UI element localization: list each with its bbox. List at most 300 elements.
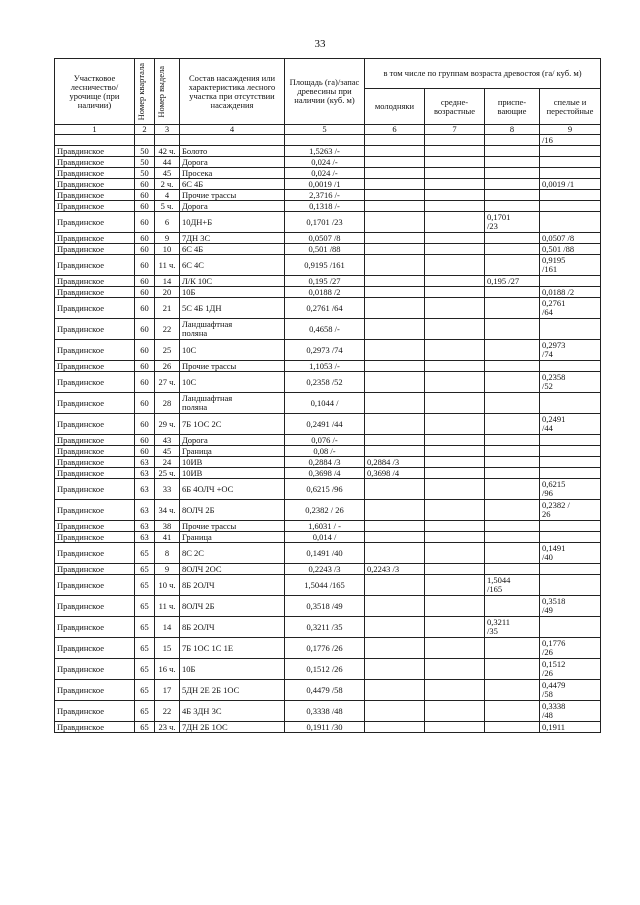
quarter-cell: 60 <box>135 361 155 372</box>
young-cell <box>365 179 425 190</box>
young-cell <box>365 596 425 617</box>
table-row <box>55 659 601 680</box>
composition-cell: 8С 2С <box>180 543 285 564</box>
forestry-cell: Правдинское <box>55 157 135 168</box>
young-cell <box>365 319 425 340</box>
plot-cell: 45 <box>155 446 180 457</box>
quarter-cell: 60 <box>135 414 155 435</box>
quarter-cell: 60 <box>135 319 155 340</box>
forestry-cell: Правдинское <box>55 680 135 701</box>
middle-cell <box>425 168 485 179</box>
area-cell: 1,5044 /165 <box>285 575 365 596</box>
middle-cell <box>425 319 485 340</box>
quarter-cell: 60 <box>135 435 155 446</box>
quarter-cell: 60 <box>135 393 155 414</box>
composition-cell: Дорога <box>180 435 285 446</box>
young-cell <box>365 435 425 446</box>
quarter-cell: 60 <box>135 287 155 298</box>
forestry-cell: Правдинское <box>55 244 135 255</box>
table-row <box>55 287 601 298</box>
forest-table <box>54 58 601 733</box>
column-number: 3 <box>155 125 180 135</box>
young-cell <box>365 543 425 564</box>
young-cell: 0,2243 /3 <box>365 564 425 575</box>
mature-cell: 0,6215 /96 <box>540 479 601 500</box>
table-row <box>55 179 601 190</box>
area-cell: 0,4479 /58 <box>285 680 365 701</box>
forestry-cell: Правдинское <box>55 255 135 276</box>
quarter-cell: 60 <box>135 233 155 244</box>
forestry-cell: Правдинское <box>55 276 135 287</box>
mature-cell: 0,0507 /8 <box>540 233 601 244</box>
forestry-cell: Правдинское <box>55 638 135 659</box>
young-cell <box>365 393 425 414</box>
area-cell: 2,3716 /- <box>285 190 365 201</box>
composition-cell: 10С <box>180 372 285 393</box>
table-row <box>55 532 601 543</box>
forestry-cell: Правдинское <box>55 521 135 532</box>
plot-cell: 9 <box>155 233 180 244</box>
young-cell <box>365 361 425 372</box>
middle-cell <box>425 457 485 468</box>
plot-cell: 33 <box>155 479 180 500</box>
ripening-cell <box>485 372 540 393</box>
composition-cell: 6Б 4ОЛЧ +ОС <box>180 479 285 500</box>
composition-cell: Дорога <box>180 201 285 212</box>
table-row <box>55 564 601 575</box>
forestry-cell: Правдинское <box>55 361 135 372</box>
quarter-cell: 63 <box>135 468 155 479</box>
quarter-cell: 60 <box>135 212 155 233</box>
mature-cell: 0,0188 /2 <box>540 287 601 298</box>
column-number: 1 <box>55 125 135 135</box>
middle-cell <box>425 435 485 446</box>
middle-cell <box>425 233 485 244</box>
area-cell: 0,0188 /2 <box>285 287 365 298</box>
composition-cell: Л/К 10С <box>180 276 285 287</box>
forestry-cell: Правдинское <box>55 233 135 244</box>
plot-cell: 11 ч. <box>155 255 180 276</box>
young-cell <box>365 479 425 500</box>
mature-cell: 0,2382 / 26 <box>540 500 601 521</box>
mature-cell <box>540 212 601 233</box>
area-cell: 0,3211 /35 <box>285 617 365 638</box>
ripening-cell <box>485 340 540 361</box>
header-young: молодняки <box>365 89 425 125</box>
middle-cell <box>425 287 485 298</box>
middle-cell <box>425 244 485 255</box>
young-cell <box>365 255 425 276</box>
mature-cell: 0,3518 /49 <box>540 596 601 617</box>
plot-cell: 17 <box>155 680 180 701</box>
area-cell: 0,024 /- <box>285 168 365 179</box>
forestry-cell: Правдинское <box>55 190 135 201</box>
area-cell: 0,4658 /- <box>285 319 365 340</box>
table-row <box>55 457 601 468</box>
area-cell: 0,9195 /161 <box>285 255 365 276</box>
area-cell: 0,3698 /4 <box>285 468 365 479</box>
young-cell <box>365 575 425 596</box>
quarter-cell: 60 <box>135 179 155 190</box>
plot-cell: 8 <box>155 543 180 564</box>
middle-cell <box>425 543 485 564</box>
carry-over-row <box>55 135 601 146</box>
quarter-cell: 60 <box>135 255 155 276</box>
composition-cell: 6С 4С <box>180 255 285 276</box>
middle-cell <box>425 479 485 500</box>
plot-cell: 4 <box>155 190 180 201</box>
middle-cell <box>425 298 485 319</box>
ripening-cell: 0,1701 /23 <box>485 212 540 233</box>
mature-cell: 0,0019 /1 <box>540 179 601 190</box>
table-row <box>55 201 601 212</box>
mature-cell <box>540 564 601 575</box>
young-cell <box>365 168 425 179</box>
composition-cell: 8Б 2ОЛЧ <box>180 617 285 638</box>
quarter-cell: 65 <box>135 617 155 638</box>
composition-cell: 5С 4Б 1ДН <box>180 298 285 319</box>
middle-cell <box>425 680 485 701</box>
ripening-cell: 0,3211 /35 <box>485 617 540 638</box>
plot-cell: 26 <box>155 361 180 372</box>
area-cell: 0,1776 /26 <box>285 638 365 659</box>
forestry-cell: Правдинское <box>55 596 135 617</box>
table-row <box>55 212 601 233</box>
mature-cell: 0,501 /88 <box>540 244 601 255</box>
young-cell <box>365 372 425 393</box>
table-row <box>55 722 601 733</box>
quarter-cell: 60 <box>135 372 155 393</box>
table-row <box>55 446 601 457</box>
composition-cell: 10Б <box>180 287 285 298</box>
young-cell <box>365 287 425 298</box>
composition-cell: 7ДН 3С <box>180 233 285 244</box>
mature-cell: 0,9195 /161 <box>540 255 601 276</box>
area-cell: 0,076 /- <box>285 435 365 446</box>
middle-cell <box>425 701 485 722</box>
quarter-cell: 60 <box>135 190 155 201</box>
column-number: 7 <box>425 125 485 135</box>
ripening-cell <box>485 393 540 414</box>
young-cell <box>365 638 425 659</box>
ripening-cell <box>485 168 540 179</box>
table-row <box>55 414 601 435</box>
area-cell: 0,1701 /23 <box>285 212 365 233</box>
middle-cell <box>425 157 485 168</box>
header-plot: Номер выдела <box>155 59 180 125</box>
mature-cell <box>540 575 601 596</box>
ripening-cell <box>485 287 540 298</box>
quarter-cell: 65 <box>135 564 155 575</box>
young-cell <box>365 722 425 733</box>
young-cell <box>365 446 425 457</box>
table-row <box>55 500 601 521</box>
composition-cell: Ландшафтная поляна <box>180 393 285 414</box>
young-cell <box>365 680 425 701</box>
middle-cell <box>425 361 485 372</box>
mature-cell <box>540 468 601 479</box>
middle-cell <box>425 340 485 361</box>
area-cell: 0,1512 /26 <box>285 659 365 680</box>
young-cell <box>365 617 425 638</box>
forestry-cell: Правдинское <box>55 722 135 733</box>
plot-cell: 44 <box>155 157 180 168</box>
mature-cell <box>540 617 601 638</box>
forestry-cell: Правдинское <box>55 201 135 212</box>
middle-cell <box>425 393 485 414</box>
area-cell: 0,014 / <box>285 532 365 543</box>
quarter-cell: 60 <box>135 298 155 319</box>
area-cell: 0,3518 /49 <box>285 596 365 617</box>
ripening-cell <box>485 543 540 564</box>
composition-cell: 8ОЛЧ 2ОС <box>180 564 285 575</box>
young-cell <box>365 233 425 244</box>
forestry-cell: Правдинское <box>55 340 135 361</box>
plot-cell: 10 ч. <box>155 575 180 596</box>
mature-cell <box>540 168 601 179</box>
forestry-cell: Правдинское <box>55 168 135 179</box>
composition-cell: Граница <box>180 532 285 543</box>
ripening-cell <box>485 414 540 435</box>
plot-cell: 43 <box>155 435 180 446</box>
quarter-cell: 50 <box>135 157 155 168</box>
column-numbers-row <box>55 125 601 135</box>
composition-cell: 7Б 1ОС 2С <box>180 414 285 435</box>
young-cell: 0,2884 /3 <box>365 457 425 468</box>
column-number: 2 <box>135 125 155 135</box>
ripening-cell <box>485 638 540 659</box>
plot-cell: 16 ч. <box>155 659 180 680</box>
ripening-cell <box>485 255 540 276</box>
plot-cell: 29 ч. <box>155 414 180 435</box>
mature-cell <box>540 319 601 340</box>
forestry-cell: Правдинское <box>55 532 135 543</box>
composition-cell: 10ИВ <box>180 468 285 479</box>
ripening-cell <box>485 201 540 212</box>
mature-cell <box>540 435 601 446</box>
composition-cell: 7ДН 2Б 1ОС <box>180 722 285 733</box>
page-number: 33 <box>314 38 326 50</box>
forestry-cell: Правдинское <box>55 446 135 457</box>
ripening-cell <box>485 435 540 446</box>
forestry-cell: Правдинское <box>55 287 135 298</box>
middle-cell <box>425 575 485 596</box>
header-area: Площадь (га)/запас древесины при наличии (куб. м) <box>285 59 365 125</box>
mature-cell: 0,1512 /26 <box>540 659 601 680</box>
table-row <box>55 168 601 179</box>
ripening-cell <box>485 190 540 201</box>
middle-cell <box>425 414 485 435</box>
composition-cell: Прочие трассы <box>180 521 285 532</box>
composition-cell: 8ОЛЧ 2Б <box>180 500 285 521</box>
young-cell <box>365 532 425 543</box>
ripening-cell <box>485 298 540 319</box>
young-cell <box>365 146 425 157</box>
mature-cell: 0,2491 /44 <box>540 414 601 435</box>
plot-cell: 15 <box>155 638 180 659</box>
mature-cell <box>540 393 601 414</box>
area-cell: 0,08 /- <box>285 446 365 457</box>
composition-cell: Болото <box>180 146 285 157</box>
plot-cell: 42 ч. <box>155 146 180 157</box>
middle-cell <box>425 255 485 276</box>
young-cell <box>365 298 425 319</box>
ripening-cell <box>485 479 540 500</box>
plot-cell: 20 <box>155 287 180 298</box>
table-row <box>55 617 601 638</box>
mature-cell <box>540 190 601 201</box>
area-cell: 1,5263 /- <box>285 146 365 157</box>
forestry-cell: Правдинское <box>55 500 135 521</box>
table-row <box>55 276 601 287</box>
ripening-cell <box>485 319 540 340</box>
plot-cell: 6 <box>155 212 180 233</box>
forestry-cell: Правдинское <box>55 298 135 319</box>
forestry-cell: Правдинское <box>55 701 135 722</box>
plot-cell: 10 <box>155 244 180 255</box>
quarter-cell: 63 <box>135 479 155 500</box>
quarter-cell: 65 <box>135 543 155 564</box>
composition-cell: 6С 4Б <box>180 179 285 190</box>
middle-cell <box>425 201 485 212</box>
middle-cell <box>425 596 485 617</box>
composition-cell: 4Б 3ДН 3С <box>180 701 285 722</box>
quarter-cell: 65 <box>135 659 155 680</box>
middle-cell <box>425 564 485 575</box>
area-cell: 0,501 /88 <box>285 244 365 255</box>
middle-cell <box>425 446 485 457</box>
quarter-cell: 63 <box>135 521 155 532</box>
table-row <box>55 680 601 701</box>
mature-cell: 0,3338 /48 <box>540 701 601 722</box>
header-forestry: Участковое лесничество/ урочище (при наличии) <box>55 59 135 125</box>
plot-cell: 34 ч. <box>155 500 180 521</box>
area-cell: 1,1053 /- <box>285 361 365 372</box>
plot-cell: 14 <box>155 617 180 638</box>
forestry-cell: Правдинское <box>55 564 135 575</box>
middle-cell <box>425 190 485 201</box>
forestry-cell: Правдинское <box>55 468 135 479</box>
header-middle: средне-возрастные <box>425 89 485 125</box>
young-cell <box>365 190 425 201</box>
plot-cell: 22 <box>155 319 180 340</box>
quarter-cell: 60 <box>135 201 155 212</box>
ripening-cell <box>485 532 540 543</box>
column-number: 5 <box>285 125 365 135</box>
middle-cell <box>425 659 485 680</box>
mature-cell <box>540 157 601 168</box>
table-row <box>55 596 601 617</box>
ripening-cell: 0,195 /27 <box>485 276 540 287</box>
table-row <box>55 638 601 659</box>
young-cell <box>365 500 425 521</box>
composition-cell: Дорога <box>180 157 285 168</box>
plot-cell: 25 <box>155 340 180 361</box>
table-row <box>55 701 601 722</box>
area-cell: 0,2243 /3 <box>285 564 365 575</box>
middle-cell <box>425 532 485 543</box>
composition-cell: Граница <box>180 446 285 457</box>
forestry-cell: Правдинское <box>55 457 135 468</box>
mature-cell: 0,1491 /40 <box>540 543 601 564</box>
middle-cell <box>425 521 485 532</box>
forestry-cell: Правдинское <box>55 617 135 638</box>
ripening-cell <box>485 157 540 168</box>
plot-cell: 21 <box>155 298 180 319</box>
mature-cell <box>540 276 601 287</box>
forestry-cell: Правдинское <box>55 435 135 446</box>
plot-cell: 22 <box>155 701 180 722</box>
forestry-cell: Правдинское <box>55 414 135 435</box>
forestry-cell: Правдинское <box>55 543 135 564</box>
quarter-cell: 60 <box>135 340 155 361</box>
composition-cell: Прочие трассы <box>180 361 285 372</box>
table-row <box>55 543 601 564</box>
forestry-cell: Правдинское <box>55 179 135 190</box>
young-cell <box>365 414 425 435</box>
mature-cell <box>540 361 601 372</box>
young-cell <box>365 244 425 255</box>
table-row <box>55 233 601 244</box>
area-cell: 0,024 /- <box>285 157 365 168</box>
ripening-cell <box>485 244 540 255</box>
composition-cell: 8ОЛЧ 2Б <box>180 596 285 617</box>
table-row <box>55 372 601 393</box>
ripening-cell: 1,5044 /165 <box>485 575 540 596</box>
area-cell: 0,2884 /3 <box>285 457 365 468</box>
table-row <box>55 190 601 201</box>
composition-cell: Просека <box>180 168 285 179</box>
mature-cell: 0,2761 /64 <box>540 298 601 319</box>
table-row <box>55 298 601 319</box>
header-quarter: Номер квартала <box>135 59 155 125</box>
plot-cell: 24 <box>155 457 180 468</box>
plot-cell: 23 ч. <box>155 722 180 733</box>
plot-cell: 27 ч. <box>155 372 180 393</box>
young-cell <box>365 201 425 212</box>
composition-cell: 10ДН+Б <box>180 212 285 233</box>
area-cell: 0,2358 /52 <box>285 372 365 393</box>
header-ripening: приспе-вающие <box>485 89 540 125</box>
ripening-cell <box>485 468 540 479</box>
area-cell: 0,2973 /74 <box>285 340 365 361</box>
composition-cell: 7Б 1ОС 1С 1Е <box>180 638 285 659</box>
area-cell: 1,6031 / - <box>285 521 365 532</box>
plot-cell: 38 <box>155 521 180 532</box>
mature-cell <box>540 521 601 532</box>
ripening-cell <box>485 179 540 190</box>
area-cell: 0,0507 /8 <box>285 233 365 244</box>
forestry-cell: Правдинское <box>55 319 135 340</box>
table-row <box>55 521 601 532</box>
plot-cell: 2 ч. <box>155 179 180 190</box>
mature-cell: 0,2973 /74 <box>540 340 601 361</box>
table-row <box>55 146 601 157</box>
composition-cell: 6С 4Б <box>180 244 285 255</box>
column-number: 4 <box>180 125 285 135</box>
middle-cell <box>425 146 485 157</box>
quarter-cell: 63 <box>135 532 155 543</box>
composition-cell: 10С <box>180 340 285 361</box>
quarter-cell: 63 <box>135 457 155 468</box>
young-cell <box>365 276 425 287</box>
area-cell: 0,0019 /1 <box>285 179 365 190</box>
forestry-cell: Правдинское <box>55 575 135 596</box>
plot-cell: 5 ч. <box>155 201 180 212</box>
composition-cell: Прочие трассы <box>180 190 285 201</box>
quarter-cell: 63 <box>135 500 155 521</box>
quarter-cell: 50 <box>135 146 155 157</box>
